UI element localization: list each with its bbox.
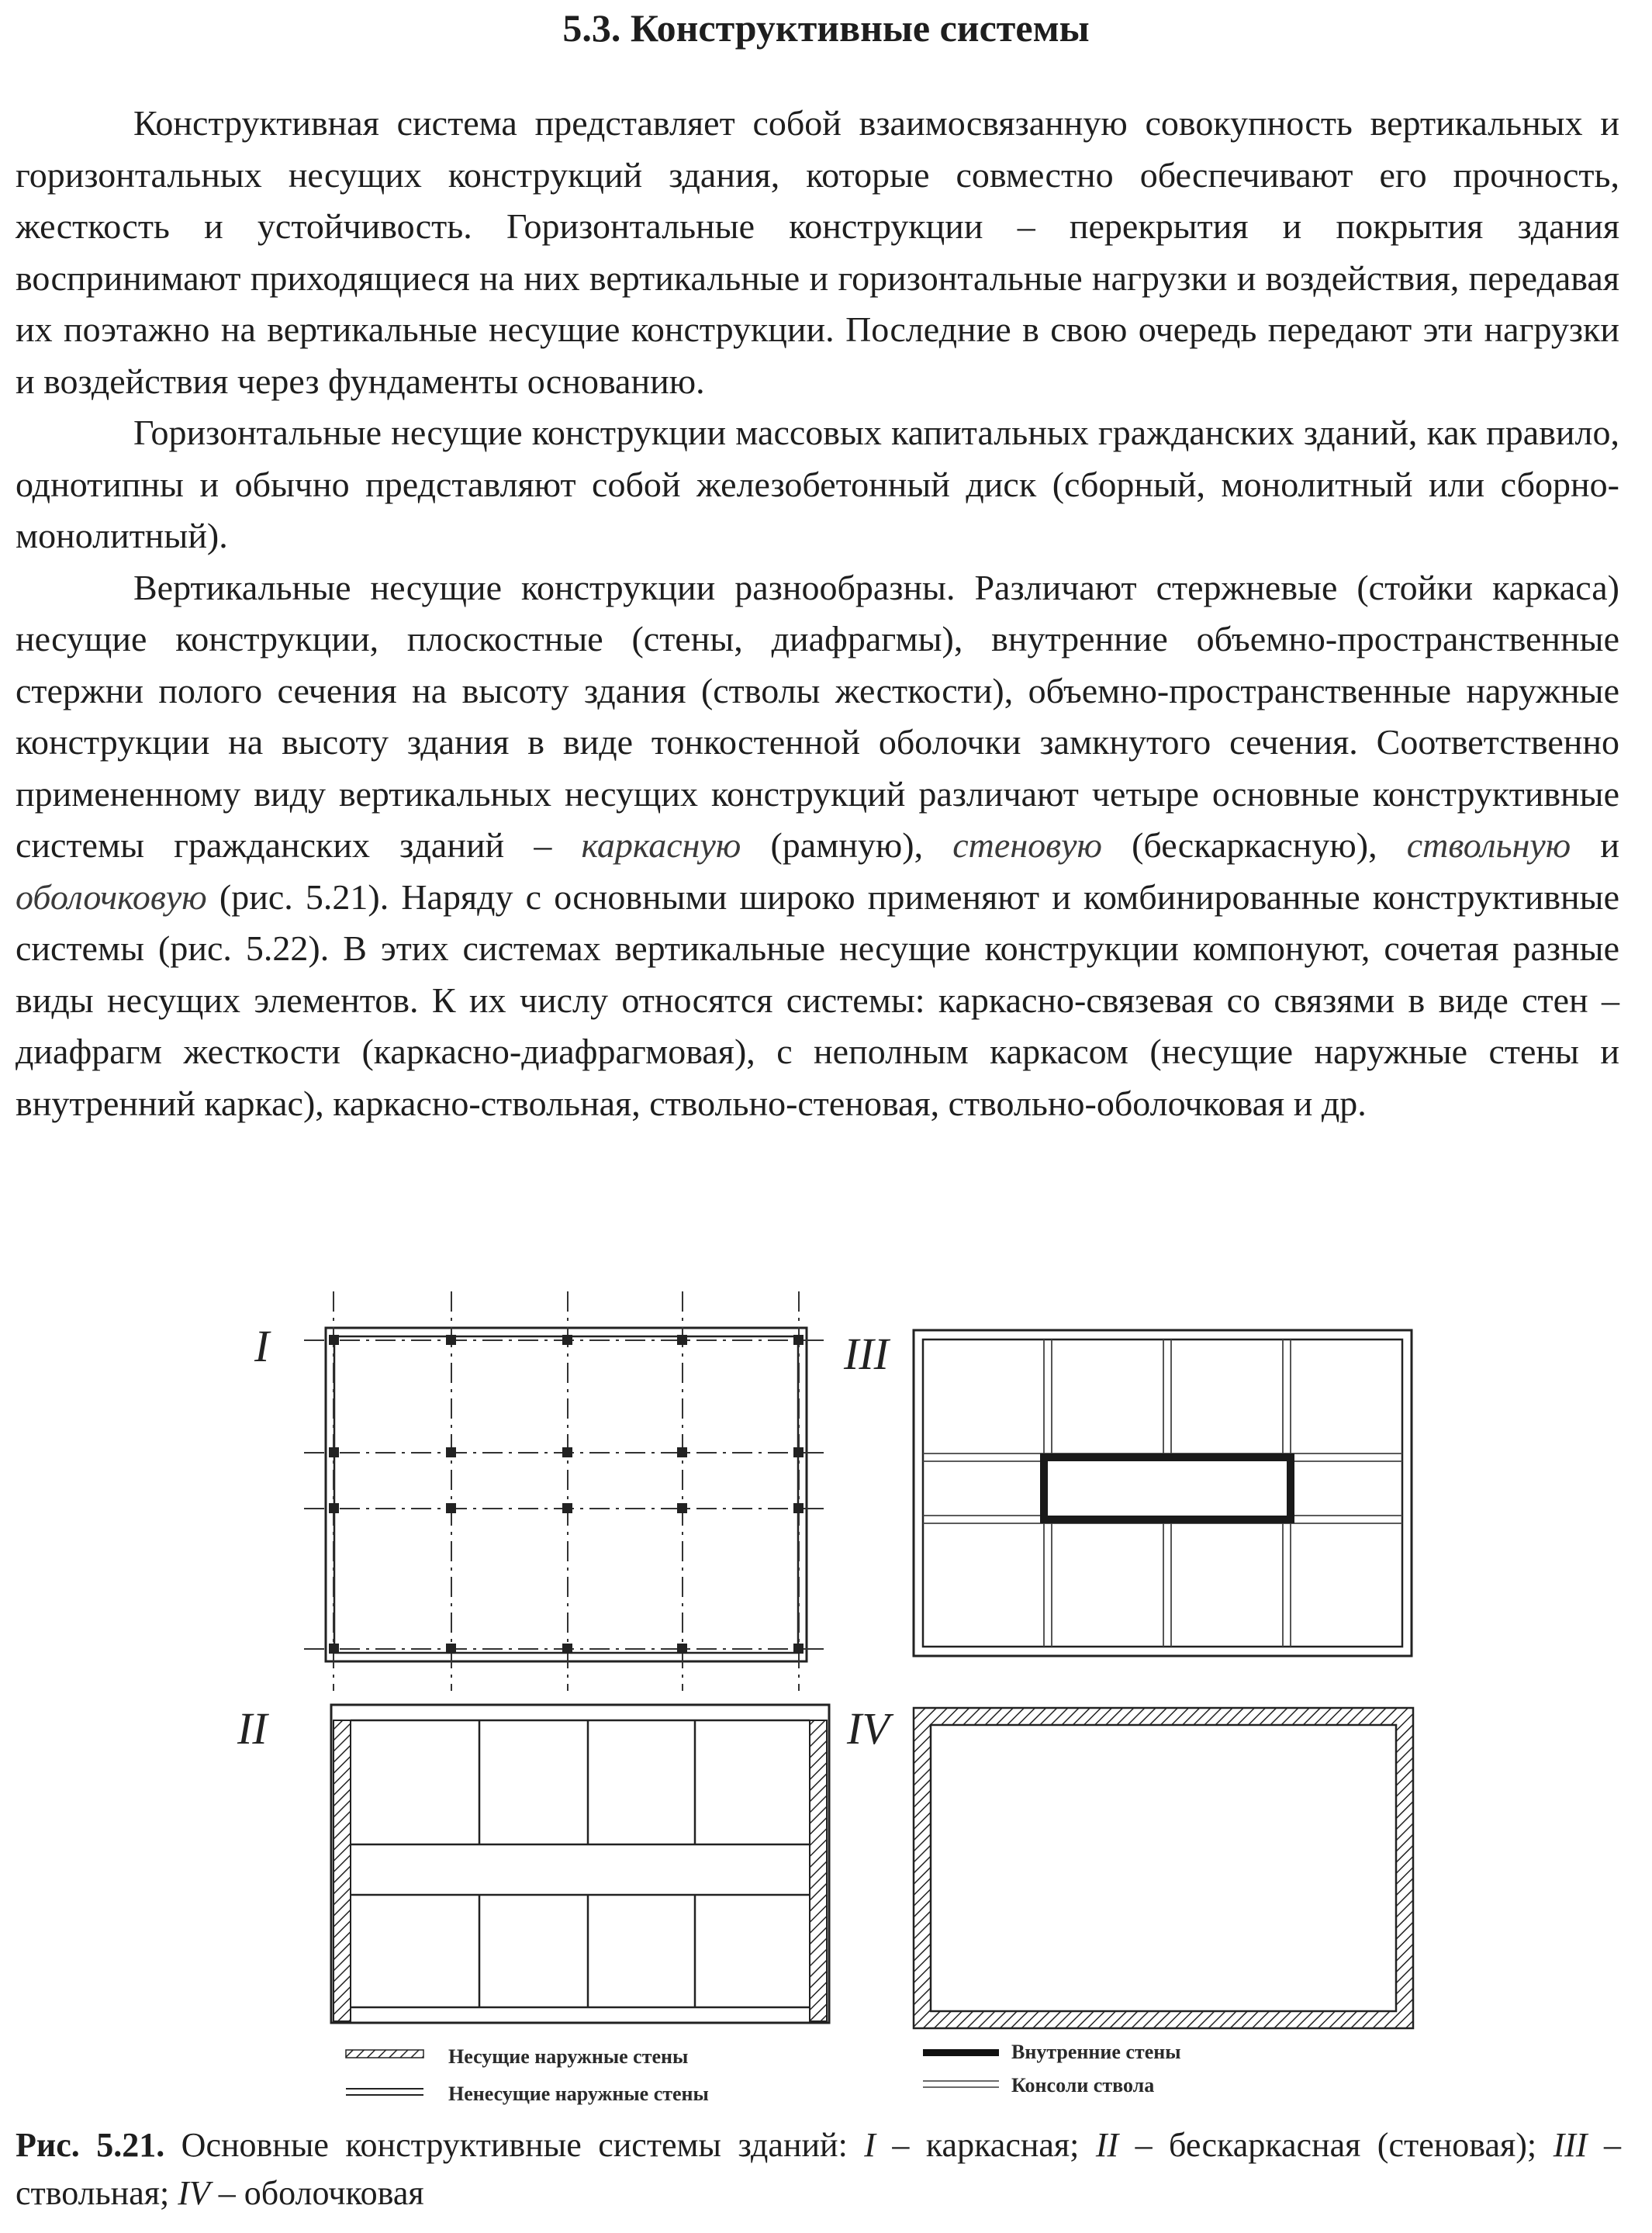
- caption-label: Рис. 5.21.: [16, 2126, 165, 2164]
- p3-text: (бескаркасную),: [1101, 825, 1407, 865]
- legend-inner-walls-swatch: [923, 2049, 999, 2056]
- legend-consoles-label: Консоли ствола: [1011, 2074, 1155, 2096]
- frame-outer-walls: [326, 1328, 807, 1661]
- panel-label-i: I: [254, 1321, 270, 1371]
- caption-roman: II: [1095, 2126, 1119, 2164]
- caption-text: Основные конструктивные системы зданий:: [164, 2126, 865, 2164]
- panel-shell-system: [846, 1703, 1413, 2028]
- panel-label-iv: IV: [847, 1703, 890, 1754]
- p3-text: и: [1571, 825, 1619, 865]
- body-text: [16, 98, 1619, 1129]
- paragraph-1: Конструктивная система представляет собой взаимосвязанную совокупность вертикальных и горизонтальных несущих конструкций здания, которые совместно обеспечивают его прочность, жесткость и устойчивость. Горизонтальные конструкции – перекрытия и покрытия здания воспринимают приходящиеся на них вертикальные и горизонтальные нагрузки и воздействия, передавая их поэтажно на вертикальные несущие конструкции. Последние в свою очередь передают эти нагрузки и воздействия через фундаменты основанию.: [16, 103, 1619, 401]
- legend-inner-walls-label: Внутренние стены: [1011, 2041, 1181, 2063]
- panel-label-iii: III: [844, 1329, 889, 1379]
- p3-text: (рис. 5.21). Наряду с основными широко применяют и комбинированные конструктивные системы (рис. 5.22). В этих системах вертикальные несущие конструкции компонуют, сочетая разные виды несущих элементов. К их числу относятся системы: каркасно-связевая со связями в виде стен – диафрагм жесткости (каркасно-диафрагмовая), с неполным каркасом (несущие наружные стены и внутренний каркас), каркасно-ствольная, ствольно-стеновая, ствольно-оболочковая и др.: [16, 876, 1619, 1123]
- p3-text: Вертикальные несущие конструкции разнообразны. Различают стержневые (стойки каркаса) несущие конструкции, плоскостные (стены, диафрагмы), внутренние объемно-пространственные стержни полого сечения на высоту здания (стволы жесткости), объемно-пространственные наружные конструкции на высоту здания в виде тонкостенной оболочки замкнутого сечения. Соответственно примененному виду вертикальных несущих конструкций различают четыре основные конструктивные системы гражданских зданий –: [16, 567, 1619, 865]
- term-wall: стеновую: [952, 825, 1102, 865]
- caption-text: – бескаркасная (стеновая);: [1118, 2126, 1554, 2164]
- structural-systems-figure: [0, 1272, 1652, 2110]
- frame-grid-axes: [304, 1291, 830, 1691]
- shell-wall: [914, 1708, 1413, 2028]
- term-core: ствольную: [1406, 825, 1571, 865]
- bearing-wall-left: [334, 1720, 351, 2021]
- caption-roman: III: [1553, 2126, 1588, 2164]
- term-frame: каркасную: [581, 825, 741, 865]
- panel-frame-system: [254, 1291, 830, 1691]
- frame-columns: [329, 1335, 804, 1654]
- caption-roman: I: [864, 2126, 876, 2164]
- core-inner-walls: [1044, 1457, 1291, 1519]
- legend-bearing-label: Несущие наружные стены: [448, 2045, 689, 2068]
- caption-text: – каркасная;: [875, 2126, 1096, 2164]
- panel-core-system: [843, 1329, 1412, 1656]
- figure-legend: [346, 2041, 1181, 2105]
- caption-roman: IV: [178, 2174, 210, 2212]
- panel-wall-system: [237, 1703, 829, 2023]
- legend-bearing-swatch: [346, 2050, 423, 2058]
- paragraph-2: Горизонтальные несущие конструкции массовых капитальных гражданских зданий, как правило, однотипны и обычно представляют собой железобетонный диск (сборный, монолитный или сборно-монолитный).: [16, 413, 1619, 555]
- caption-text: – ствольная;: [16, 2126, 1621, 2212]
- term-shell: оболочковую: [16, 876, 207, 917]
- legend-nonbearing-label: Ненесущие наружные стены: [448, 2083, 709, 2105]
- figure-caption: [16, 2121, 1621, 2217]
- panel-label-ii: II: [237, 1703, 268, 1754]
- section-title: 5.3. Конструктивные системы: [562, 6, 1090, 50]
- wall-outline: [331, 1705, 829, 2023]
- wall-partitions: [351, 1720, 810, 2007]
- paragraph-3: [16, 562, 1619, 1130]
- p3-text: (рамную),: [741, 825, 953, 865]
- bearing-wall-right: [810, 1720, 827, 2021]
- caption-text: – оболочковая: [209, 2174, 424, 2212]
